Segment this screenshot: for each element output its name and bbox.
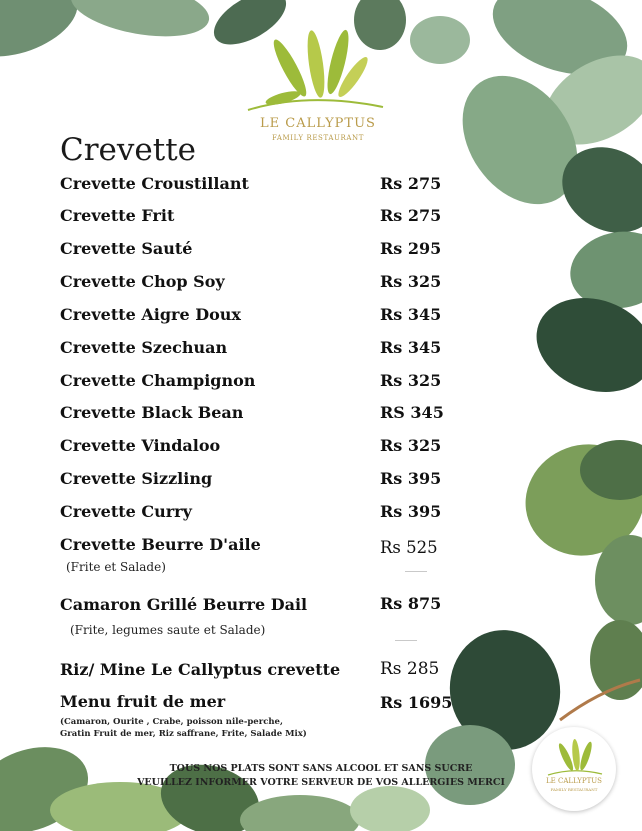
logo-name: LE CALLYPTUS (260, 116, 376, 131)
olive-branch-icon (238, 22, 398, 122)
logo-subtitle: FAMILY RESTAURANT (271, 134, 365, 142)
menu-item-price: Rs 275 (380, 206, 442, 225)
menu-item-name: Crevette Sizzling (60, 469, 213, 488)
menu-item-price: Rs 1695 (380, 693, 453, 712)
menu-item-name: Riz/ Mine Le Callyptus crevette (60, 660, 341, 679)
olive-branch-icon (532, 731, 616, 781)
menu-item-price: Rs 325 (380, 272, 442, 291)
menu-item-note: (Camaron, Ourite , Crabe, poisson nile-perche, (60, 717, 283, 727)
menu-item-price: Rs 275 (380, 174, 442, 193)
menu-item-name: Crevette Frit (60, 206, 175, 225)
menu-item-name: Crevette Croustillant (60, 174, 249, 193)
menu-item-name: Crevette Curry (60, 502, 192, 521)
menu-item-name: Crevette Aigre Doux (60, 305, 241, 324)
menu-item-name: Menu fruit de mer (60, 692, 226, 711)
menu-item-price: Rs 395 (380, 502, 442, 521)
menu-item-price: Rs 395 (380, 469, 442, 488)
badge-logo (532, 727, 616, 811)
menu-item-name: Crevette Sauté (60, 239, 193, 258)
menu-item-name: Crevette Szechuan (60, 338, 228, 357)
menu-item-price: Rs 345 (380, 305, 442, 324)
menu-item-name: Crevette Beurre D'aile (60, 535, 261, 554)
menu-item-price: RS 345 (380, 403, 444, 422)
menu-item-price: Rs 295 (380, 239, 442, 258)
badge-subtitle: FAMILY RESTAURANT (550, 787, 598, 792)
footer-line-1: TOUS NOS PLATS SONT SANS ALCOOL ET SANS SUCRE (169, 763, 473, 774)
menu-item-note: (Frite et Salade) (66, 560, 166, 574)
menu-item-note: (Frite, legumes saute et Salade) (70, 623, 266, 637)
menu-item-price: Rs 325 (380, 436, 442, 455)
menu-item-name: Crevette Chop Soy (60, 272, 225, 291)
menu-item-price: Rs 325 (380, 371, 442, 390)
menu-item-name: Crevette Black Bean (60, 403, 244, 422)
menu-item-name: Camaron Grillé Beurre Dail (60, 595, 308, 614)
menu-item-price: Rs 345 (380, 338, 442, 357)
section-title: Crevette (60, 132, 197, 168)
menu-item-price: Rs 875 (380, 594, 442, 613)
logo (238, 22, 398, 152)
menu-item-name: Crevette Vindaloo (60, 436, 221, 455)
divider (405, 571, 427, 572)
menu-item-note: Gratin Fruit de mer, Riz saffrane, Frite, Salade Mix) (60, 729, 307, 739)
menu-item-name: Crevette Champignon (60, 371, 256, 390)
menu-item-price: Rs 525 (380, 538, 438, 557)
divider (395, 640, 417, 641)
badge-name: LE CALLYPTUS (546, 777, 602, 785)
menu-item-price: Rs 285 (380, 659, 440, 679)
footer-line-2: VEUILLEZ INFORMER VOTRE SERVEUR DE VOS ALLERGIES MERCI (137, 777, 505, 788)
